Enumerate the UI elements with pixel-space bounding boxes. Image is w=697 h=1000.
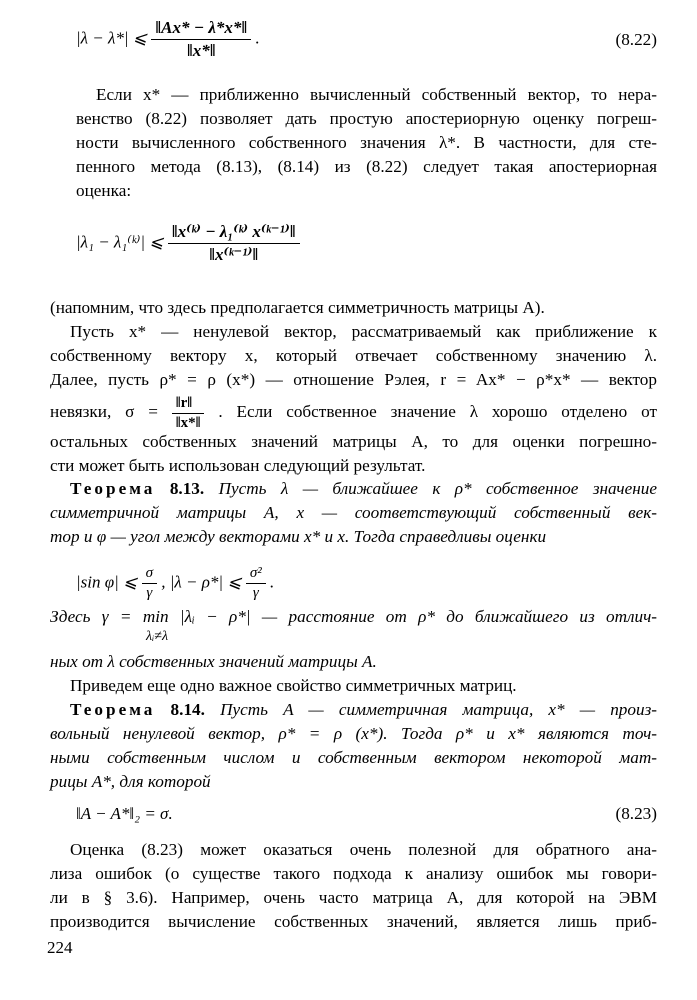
bound-sin: |sin φ| ⩽: [76, 572, 138, 592]
eq-power-lhs: |λ₁ − λ₁⁽ᵏ⁾| ⩽: [76, 232, 164, 252]
text-line: собственному вектору x, который отвечает собственному значению λ.: [50, 346, 657, 365]
equation-8-23: ‖A − A*‖₂ = σ.: [76, 804, 173, 823]
eq-8-22-numerator: ‖Ax* − λ*x*‖: [151, 18, 251, 40]
text-line: Оценка (8.23) может оказаться очень полезной для обратного ана-: [70, 840, 657, 859]
text-line: тор и φ — угол между векторами x* и x. Тогда справедливы оценки: [50, 527, 547, 546]
eq-power-denominator: ‖x⁽ᵏ⁻¹⁾‖: [209, 245, 259, 264]
text-line: оценка:: [76, 181, 132, 200]
eq-power-numerator: ‖x⁽ᵏ⁾ − λ₁⁽ᵏ⁾ x⁽ᵏ⁻¹⁾‖: [168, 222, 300, 244]
text-line: венство (8.22) позволяет дать простую апостериорную оценку погреш-: [76, 109, 657, 128]
text-line: Пусть x* — ненулевой вектор, рассматриваемый как приближение к: [70, 322, 657, 341]
bound-fraction-1: [142, 565, 157, 602]
eq-8-22-fraction: [151, 18, 251, 61]
text-line: ли в § 3.6). Например, очень часто матрица A, для которой на ЭВМ: [50, 888, 657, 907]
eq-8-22-tag: (8.22): [615, 30, 657, 49]
theorem-text: Пусть λ — ближайшее к ρ* собственное значение: [218, 479, 657, 498]
text-line: вольный ненулевой вектор, ρ* = ρ (x*). Тогда ρ* и x* являются точ-: [50, 724, 657, 743]
equation-power-method-estimate: [76, 222, 300, 265]
text-line: ных от λ собственных значений матрицы A.: [50, 652, 377, 671]
text-line: рицы A*, для которой: [50, 772, 211, 791]
text-line: симметричной матрицы A, x — соответствующий собственный век-: [50, 503, 657, 522]
paragraph-1: [76, 83, 657, 203]
theorem-8-13: [50, 477, 657, 549]
paragraph-5: [50, 838, 657, 934]
sigma-def-post: . Если собственное значение λ хорошо отделено от: [218, 402, 657, 421]
bound-fraction-1-den: γ: [146, 585, 153, 601]
text-line: Если x* — приближенно вычисленный собственный вектор, то нера-: [96, 85, 657, 104]
sigma-denominator: ‖x*‖: [175, 414, 201, 431]
text-line: ными собственным числом и собственным вектором некоторой мат-: [50, 748, 657, 767]
page-number: 224: [47, 938, 73, 957]
text-line: лиза ошибок (о существе такого подхода к анализу ошибок мы говори-: [50, 864, 657, 883]
bound-end: .: [270, 572, 275, 592]
theorem-8-14: [50, 698, 657, 794]
eq-8-22-tail: .: [255, 28, 260, 48]
text-line: [50, 477, 657, 501]
paragraph-2: [50, 296, 657, 320]
sigma-fraction: [172, 395, 205, 432]
paragraph-3: [50, 320, 657, 392]
eq-8-23-tag: (8.23): [615, 804, 657, 823]
theorem-text: Пусть A — симметричная матрица, x* — произ-: [220, 700, 658, 719]
paragraph-4: [50, 674, 657, 698]
text-line: остальных собственных значений матрицы A, то для оценки погрешно-: [50, 432, 657, 451]
gamma-definition: [50, 605, 657, 629]
equation-bounds: [76, 565, 274, 602]
text-line: Здесь γ = min |λᵢ − ρ*| — расстояние от ρ* до ближайшего из отлич-: [50, 607, 657, 626]
text-line: Далее, пусть ρ* = ρ (x*) — отношение Рэлея, r = Ax* − ρ*x* — вектор: [50, 370, 657, 389]
paragraph-3-sigma-line: [50, 392, 657, 432]
text-line: [50, 392, 657, 432]
sigma-def-pre: невязки, σ =: [50, 402, 158, 421]
theorem-number: 8.13.: [169, 479, 205, 498]
equation-8-22: [76, 18, 260, 61]
paragraph-3-rest: [50, 430, 657, 478]
theorem-number: 8.14.: [170, 700, 205, 719]
text-line: (напомним, что здесь предполагается симметричность матрицы A).: [50, 298, 545, 317]
text-line: Приведем еще одно важное свойство симметричных матриц.: [70, 676, 517, 695]
eq-8-22-denominator: ‖x*‖: [186, 41, 216, 60]
gamma-min-subscript: λᵢ≠λ: [146, 629, 169, 644]
sigma-numerator: ‖r‖: [172, 395, 205, 414]
theorem-label: Теорема: [70, 700, 156, 719]
bound-fraction-2-num: σ²: [246, 565, 266, 584]
text-line: [50, 698, 657, 722]
text-line: производится вычисление собственных значений, является лишь приб-: [50, 912, 657, 931]
text-line: сти может быть использован следующий результат.: [50, 456, 426, 475]
bound-fraction-2-den: γ: [252, 585, 259, 601]
bound-fraction-2: [246, 565, 266, 602]
eq-power-fraction: [168, 222, 300, 265]
bound-fraction-1-num: σ: [142, 565, 157, 584]
text-line: пенного метода (8.13), (8.14) из (8.22) следует такая апостериорная: [76, 157, 657, 176]
theorem-label: Теорема: [70, 479, 156, 498]
gamma-definition-end: [50, 650, 657, 674]
text-line: ности вычисленного собственного значения λ*. В частности, для сте-: [76, 133, 657, 152]
bound-lambda: , |λ − ρ*| ⩽: [161, 572, 242, 592]
eq-8-22-lhs: |λ − λ*| ⩽: [76, 28, 148, 48]
